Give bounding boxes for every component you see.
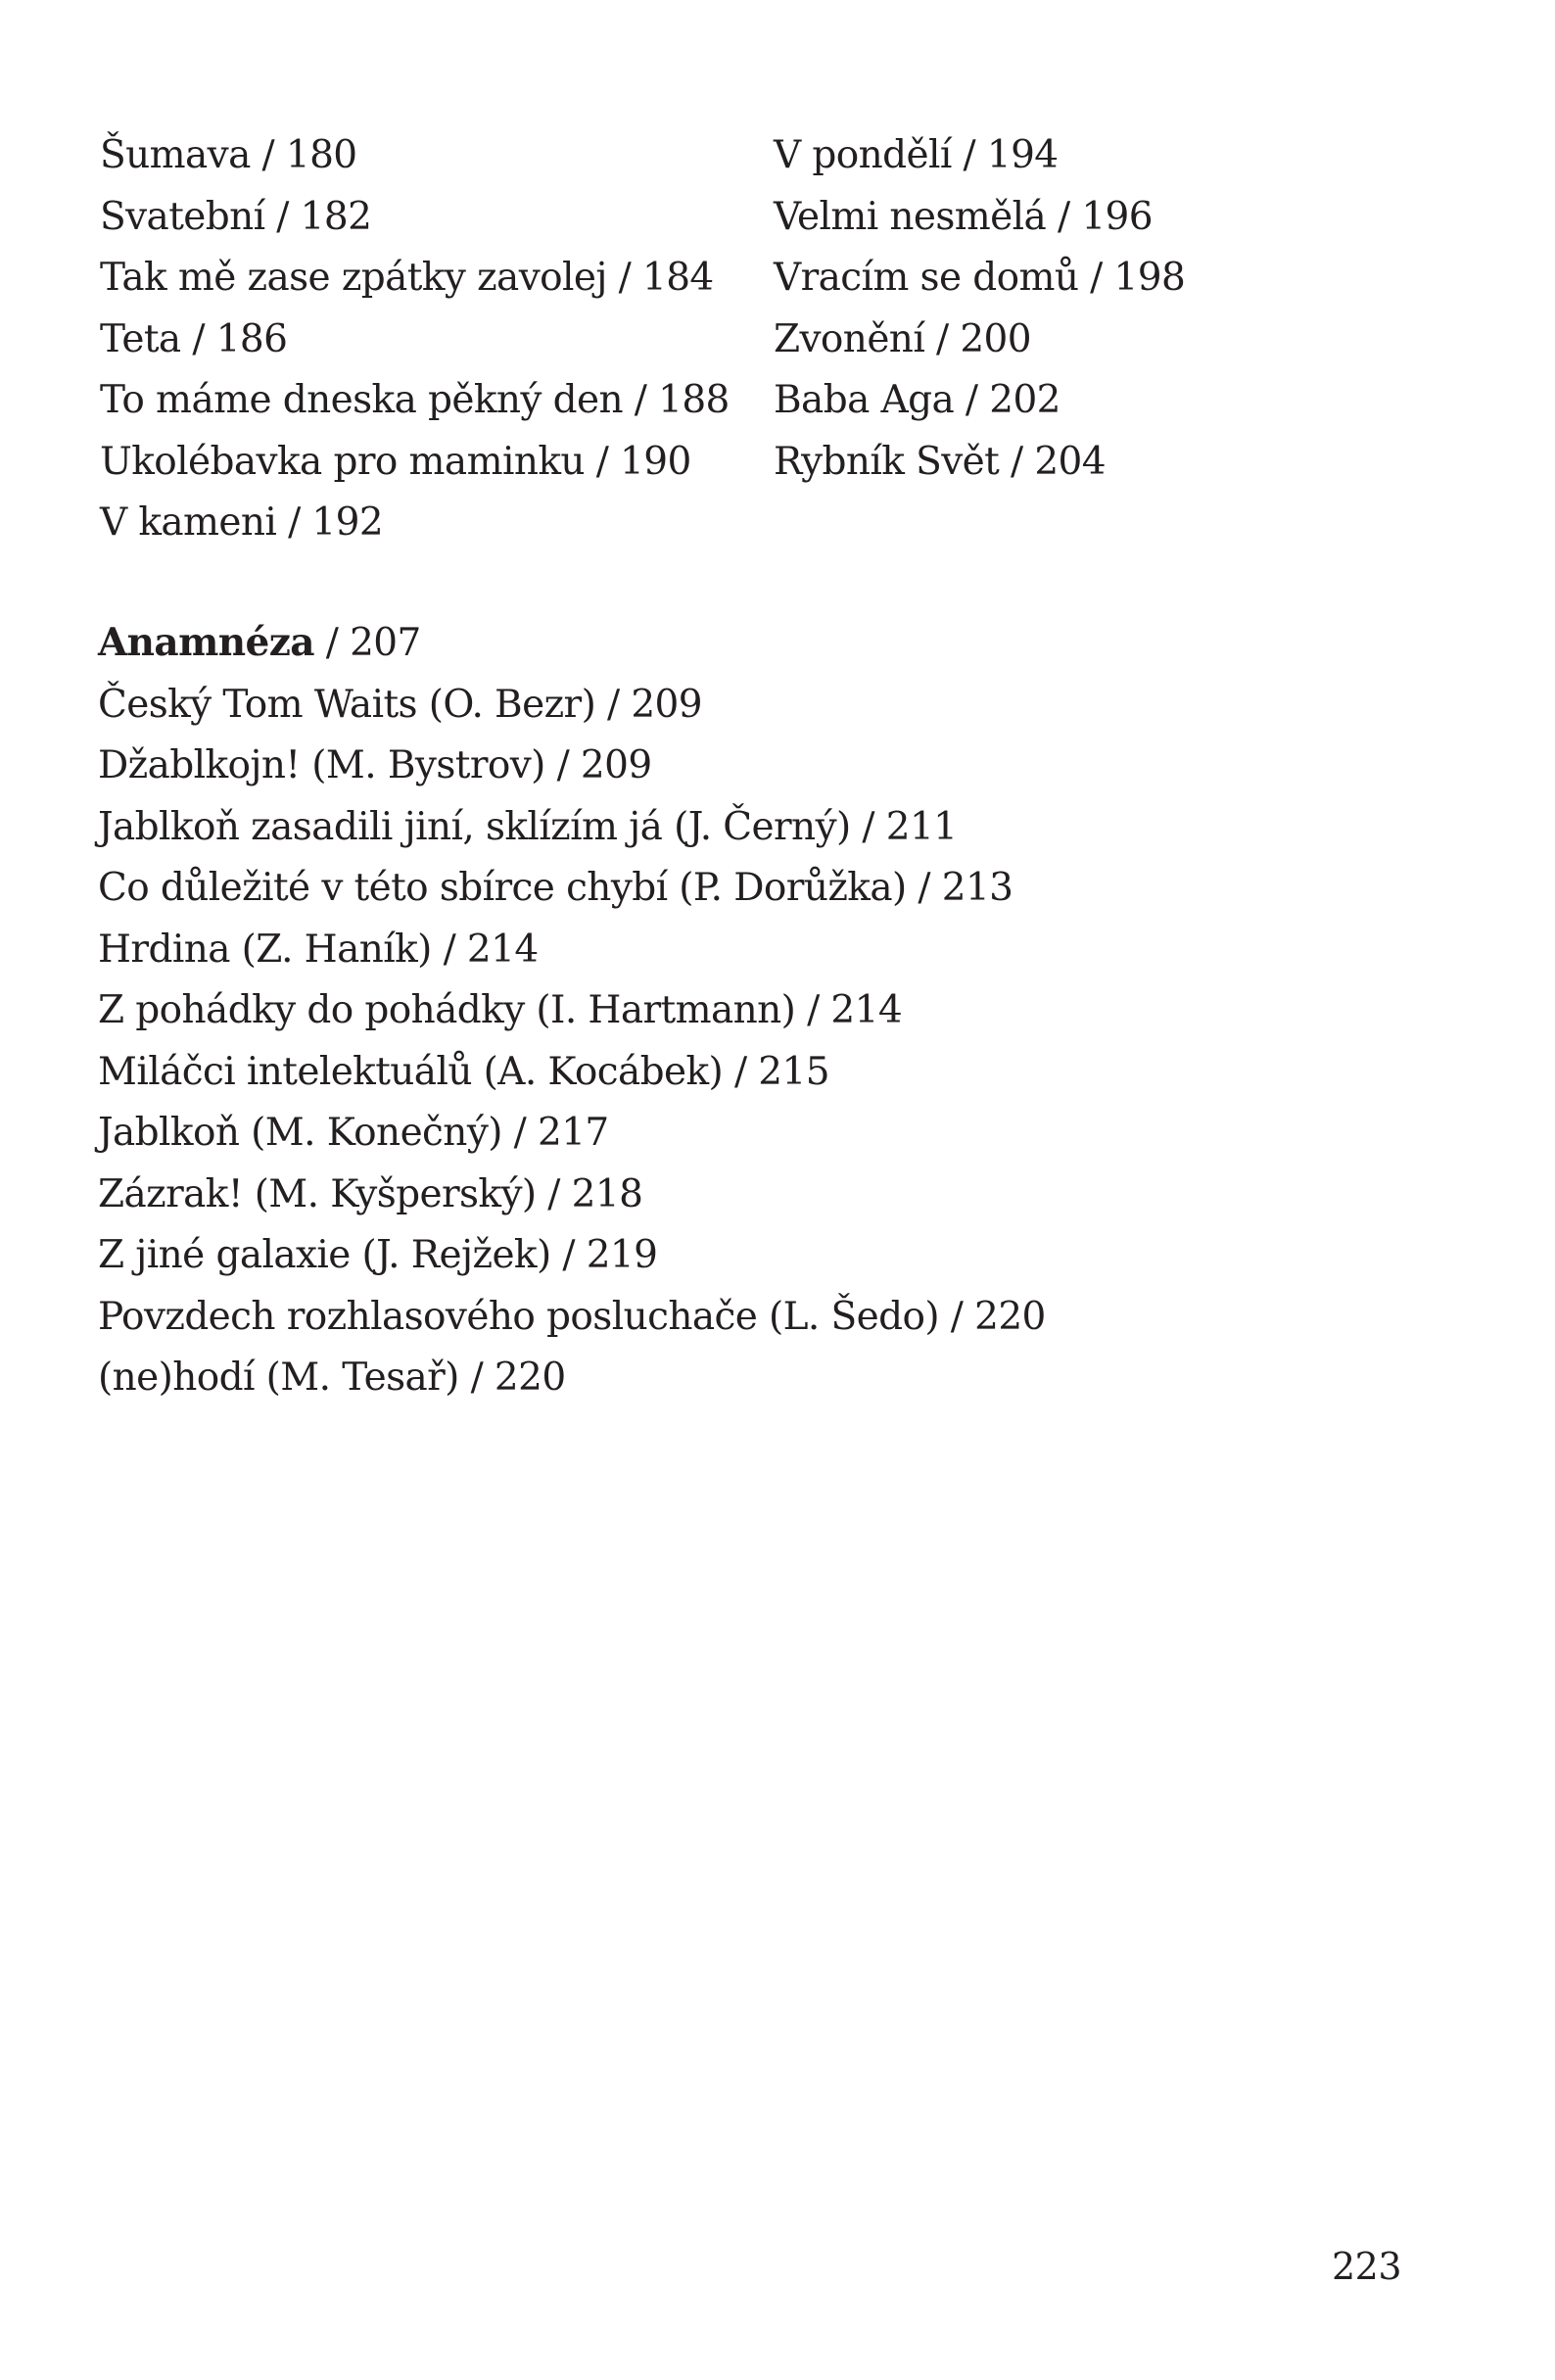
toc-entry: Z pohádky do pohádky (I. Hartmann) / 214 [98,988,903,1032]
toc-entry: Baba Aga / 202 [774,378,1060,422]
toc-entry: Rybník Svět / 204 [774,439,1106,484]
toc-entry: Hrdina (Z. Haník) / 214 [98,927,539,972]
toc-entry: V kameni / 192 [100,500,384,545]
toc-entry: Svatební / 182 [100,194,372,239]
toc-column-left [100,125,730,554]
toc-entry: Teta / 186 [100,316,288,361]
toc-entry: Zázrak! (M. Kyšperský) / 218 [98,1171,643,1216]
toc-entry: Český Tom Waits (O. Bezr) / 209 [98,682,702,727]
toc-entry: Zvonění / 200 [774,316,1031,361]
toc-entry: Jablkoň (M. Konečný) / 217 [98,1111,609,1155]
toc-entry: Šumava / 180 [100,133,357,177]
page-number: 223 [1332,2245,1402,2288]
toc-entry: Velmi nesmělá / 196 [774,194,1153,239]
section-title: Anamnéza [98,620,314,665]
section-entries [98,675,1046,1409]
toc-entry: V pondělí / 194 [774,133,1059,177]
toc-entry: Tak mě zase zpátky zavolej / 184 [100,256,714,300]
toc-column-right [774,125,1185,493]
toc-entry: Jablkoň zasadili jiní, sklízím já (J. Černý) / 211 [98,804,958,849]
toc-entry: Povzdech rozhlasového posluchače (L. Šedo) / 220 [98,1294,1046,1339]
section-heading [98,612,1046,675]
anamneza-section [98,612,1046,1409]
toc-entry: Co důležité v této sbírce chybí (P. Dorůžka) / 213 [98,866,1013,910]
toc-entry: Vracím se domů / 198 [774,256,1186,300]
toc-entry: Miláčci intelektuálů (A. Kocábek) / 215 [98,1049,829,1094]
toc-entry: (ne)hodí (M. Tesař) / 220 [98,1356,566,1400]
toc-entry: To máme dneska pěkný den / 188 [100,378,730,422]
toc-entry: Z jiné galaxie (J. Rejžek) / 219 [98,1233,658,1277]
section-title-page: / 207 [313,621,421,665]
toc-entry: Džablkojn! (M. Bystrov) / 209 [98,743,652,787]
toc-entry: Ukolébavka pro maminku / 190 [100,439,691,484]
